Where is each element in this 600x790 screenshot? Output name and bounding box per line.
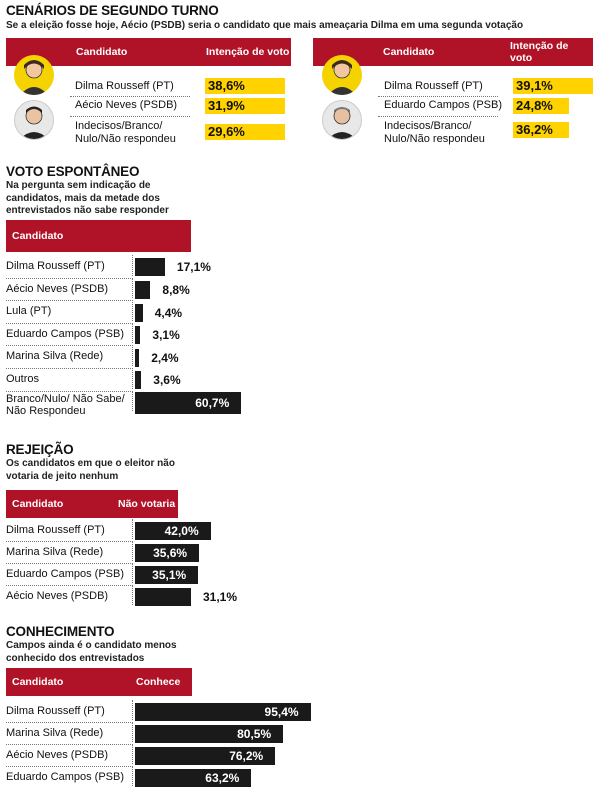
separator <box>6 541 131 542</box>
separator <box>132 744 133 764</box>
right-row-3-name: Indecisos/Branco/ Nulo/Não respondeu <box>384 120 485 145</box>
knowledge-value-label: 76,2% <box>229 749 264 763</box>
spontaneous-bar <box>135 371 141 389</box>
separator <box>132 585 133 605</box>
spontaneous-category-label: Eduardo Campos (PSB) <box>6 327 124 340</box>
knowledge-title: CONHECIMENTO <box>6 624 115 639</box>
separator <box>132 300 133 321</box>
spontaneous-category-label: Dilma Rousseff (PT) <box>6 260 105 272</box>
spontaneous-bar <box>135 258 165 276</box>
separator <box>132 766 133 786</box>
knowledge-value-label: 63,2% <box>205 771 240 785</box>
separator <box>132 255 133 276</box>
spontaneous-category-label: Lula (PT) <box>6 305 52 318</box>
left-row-1-value: 38,6% <box>205 78 285 94</box>
separator <box>132 368 133 389</box>
spontaneous-category-label: Outros <box>6 373 40 385</box>
rejection-header <box>6 490 178 518</box>
separator <box>132 519 133 539</box>
separator <box>6 563 131 564</box>
left-row-2-name: Aécio Neves (PSDB) <box>75 99 178 111</box>
separator <box>132 391 133 412</box>
second-round-subtitle: Se a eleição fosse hoje, Aécio (PSDB) seria o candidato que mais ameaçaria Dilma em uma segunda votação <box>6 20 524 31</box>
separator <box>132 323 133 344</box>
left-row-3-name: Indecisos/Branco/ Nulo/Não respondeu <box>75 120 176 145</box>
left-header-intention: Intenção de voto <box>206 46 290 58</box>
rejection-value-label: 35,1% <box>152 568 187 582</box>
rejection-header-value: Não votaria <box>118 498 176 510</box>
separator <box>70 116 190 117</box>
right-row-1-value: 39,1% <box>513 78 593 94</box>
spontaneous-subtitle: Na pergunta sem indicação de candidatos, mais da metade dos entrevistados não sabe responder <box>6 180 169 216</box>
left-row-2-value: 31,9% <box>205 98 285 114</box>
rejection-bar <box>135 588 191 606</box>
spontaneous-value-label: 2,4% <box>151 350 179 365</box>
separator <box>6 391 131 392</box>
separator <box>132 700 133 720</box>
knowledge-category-label: Aécio Neves (PSDB) <box>6 749 109 761</box>
knowledge-category-label: Dilma Rousseff (PT) <box>6 705 105 717</box>
left-header-candidate: Candidato <box>76 46 128 58</box>
spontaneous-header-candidate: Candidato <box>12 230 64 242</box>
separator <box>6 300 131 301</box>
campos-portrait-icon <box>322 100 362 140</box>
rejection-category-label: Aécio Neves (PSDB) <box>6 590 109 602</box>
spontaneous-value-label: 3,1% <box>152 328 180 343</box>
right-row-2-name: Eduardo Campos (PSB) <box>384 99 502 111</box>
aecio-portrait-icon <box>14 100 54 140</box>
spontaneous-bar <box>135 304 143 322</box>
spontaneous-value-label: 60,7% <box>195 395 230 410</box>
right-row-2-value: 24,8% <box>513 98 569 114</box>
separator <box>6 368 131 369</box>
spontaneous-bar <box>135 281 150 299</box>
knowledge-subtitle: Campos ainda é o candidato menos conhecido dos entrevistados <box>6 640 177 664</box>
spontaneous-header <box>6 220 191 252</box>
spontaneous-bar <box>135 326 140 344</box>
rejection-value-label: 42,0% <box>164 524 199 538</box>
separator <box>132 345 133 366</box>
right-header-candidate: Candidato <box>383 46 435 58</box>
separator <box>6 744 131 745</box>
separator <box>378 96 498 97</box>
knowledge-header <box>6 668 192 696</box>
separator <box>6 585 131 586</box>
spontaneous-bar <box>135 349 139 367</box>
right-row-1-name: Dilma Rousseff (PT) <box>384 80 483 92</box>
rejection-subtitle: Os candidatos em que o eleitor não votaria de jeito nenhum <box>6 458 175 482</box>
dilma-portrait-icon <box>14 55 54 95</box>
right-header-intention: Intenção de voto <box>510 40 569 64</box>
knowledge-category-label: Marina Silva (Rede) <box>6 727 104 739</box>
right-row-3-value: 36,2% <box>513 122 569 138</box>
separator <box>6 278 131 279</box>
knowledge-header-candidate: Candidato <box>12 676 64 688</box>
knowledge-value-label: 95,4% <box>264 705 299 719</box>
rejection-title: REJEIÇÃO <box>6 442 74 457</box>
separator <box>6 345 131 346</box>
knowledge-category-label: Eduardo Campos (PSB) <box>6 771 124 783</box>
rejection-category-label: Eduardo Campos (PSB) <box>6 568 124 580</box>
left-row-1-name: Dilma Rousseff (PT) <box>75 80 174 92</box>
rejection-category-label: Dilma Rousseff (PT) <box>6 524 105 536</box>
separator <box>132 541 133 561</box>
rejection-category-label: Marina Silva (Rede) <box>6 546 104 558</box>
separator <box>132 563 133 583</box>
rejection-value-label: 35,6% <box>153 546 188 560</box>
spontaneous-value-label: 8,8% <box>162 282 190 297</box>
spontaneous-category-label: Branco/Nulo/ Não Sabe/ Não Respondeu <box>6 392 125 418</box>
dilma-portrait-icon <box>322 55 362 95</box>
knowledge-value-label: 80,5% <box>237 727 272 741</box>
separator <box>6 766 131 767</box>
spontaneous-category-label: Aécio Neves (PSDB) <box>6 282 109 295</box>
spontaneous-title: VOTO ESPONTÂNEO <box>6 164 140 179</box>
rejection-header-candidate: Candidato <box>12 498 64 510</box>
spontaneous-value-label: 17,1% <box>176 260 211 275</box>
spontaneous-value-label: 3,6% <box>153 373 181 388</box>
left-row-3-value: 29,6% <box>205 124 285 140</box>
separator <box>132 278 133 299</box>
rejection-value-label: 31,1% <box>202 590 237 604</box>
spontaneous-category-label: Marina Silva (Rede) <box>6 350 104 363</box>
separator <box>132 722 133 742</box>
second-round-title: CENÁRIOS DE SEGUNDO TURNO <box>6 3 219 18</box>
separator <box>6 323 131 324</box>
spontaneous-value-label: 4,4% <box>154 305 183 320</box>
knowledge-header-value: Conhece <box>136 676 181 688</box>
separator <box>6 722 131 723</box>
separator <box>70 96 190 97</box>
separator <box>378 116 498 117</box>
